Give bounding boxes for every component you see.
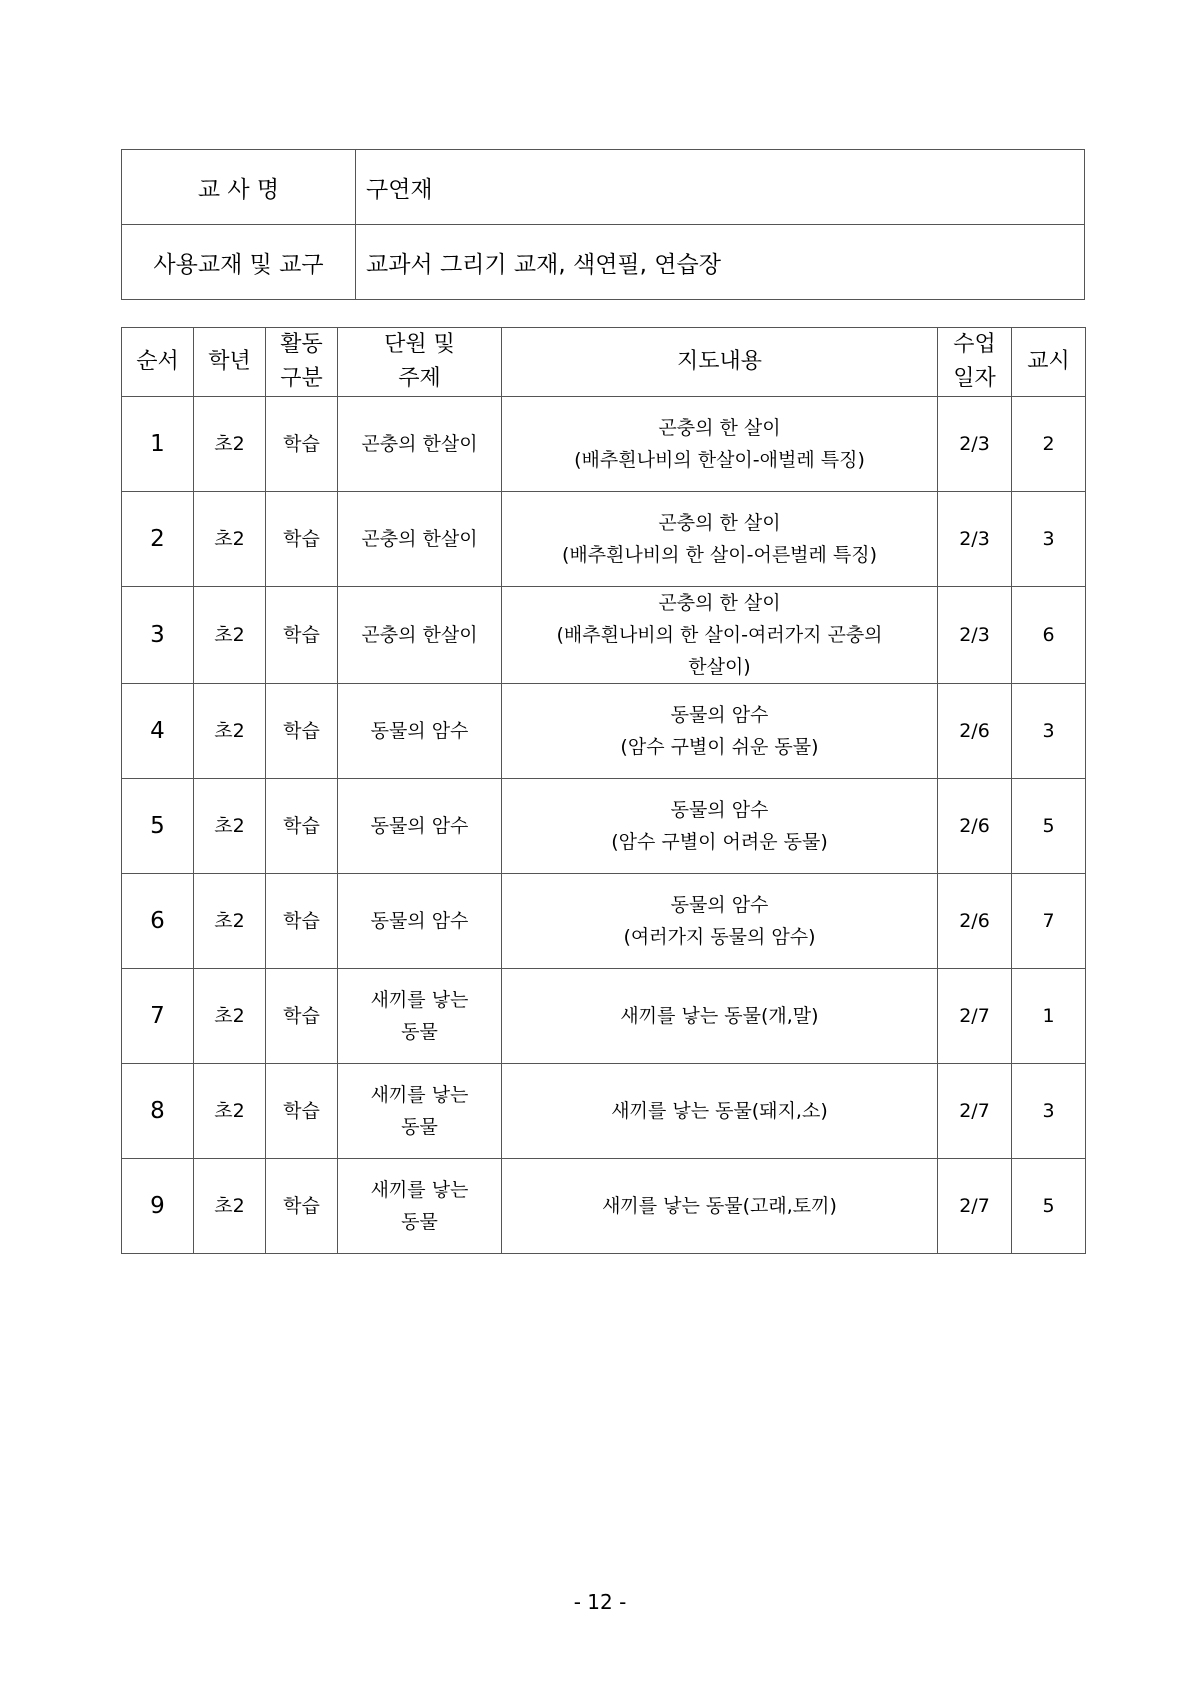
header-period: 교시 bbox=[1012, 328, 1086, 397]
cell-activity-text: 학습 bbox=[283, 910, 320, 932]
cell-activity-text: 학습 bbox=[283, 1100, 320, 1122]
header-unit-line2: 주제 bbox=[398, 366, 441, 391]
cell-date bbox=[938, 684, 1012, 779]
cell-date bbox=[938, 1159, 1012, 1254]
cell-order bbox=[122, 492, 194, 587]
cell-order-text: 2 bbox=[150, 526, 165, 552]
cell-period bbox=[1012, 779, 1086, 874]
cell-grade-text: 초2 bbox=[214, 815, 245, 837]
cell-period-text: 6 bbox=[1042, 624, 1055, 646]
header-order: 순서 bbox=[122, 328, 194, 397]
cell-grade bbox=[194, 397, 266, 492]
cell-unit-text: 동물 bbox=[401, 1116, 438, 1138]
cell-activity-text: 학습 bbox=[283, 624, 320, 646]
cell-unit-text: 새끼를 낳는 bbox=[370, 989, 469, 1011]
cell-unit-text: 동물의 암수 bbox=[370, 910, 469, 932]
cell-grade bbox=[194, 874, 266, 969]
cell-activity bbox=[266, 969, 338, 1064]
cell-date-text: 2/7 bbox=[959, 1100, 990, 1122]
cell-date bbox=[938, 492, 1012, 587]
cell-grade bbox=[194, 1159, 266, 1254]
cell-content-text: 동물의 암수 bbox=[670, 704, 769, 726]
cell-activity-text: 학습 bbox=[283, 433, 320, 455]
schedule-table bbox=[121, 327, 1086, 1254]
cell-order bbox=[122, 874, 194, 969]
table-row bbox=[122, 779, 1086, 874]
cell-content bbox=[502, 397, 938, 492]
cell-period-text: 3 bbox=[1042, 720, 1055, 742]
cell-grade-text: 초2 bbox=[214, 1195, 245, 1217]
cell-date bbox=[938, 397, 1012, 492]
cell-unit-text: 동물 bbox=[401, 1211, 438, 1233]
cell-unit-text: 새끼를 낳는 bbox=[370, 1084, 469, 1106]
cell-grade bbox=[194, 1064, 266, 1159]
cell-content-text: 곤충의 한 살이 bbox=[658, 592, 781, 614]
cell-grade-text: 초2 bbox=[214, 624, 245, 646]
cell-date-text: 2/6 bbox=[959, 720, 990, 742]
cell-content-text: 동물의 암수 bbox=[670, 894, 769, 916]
cell-activity bbox=[266, 874, 338, 969]
cell-period-text: 5 bbox=[1042, 1195, 1055, 1217]
cell-grade bbox=[194, 684, 266, 779]
schedule-body bbox=[122, 397, 1086, 1254]
cell-content bbox=[502, 874, 938, 969]
cell-content bbox=[502, 1159, 938, 1254]
cell-order bbox=[122, 684, 194, 779]
cell-content-text: 동물의 암수 bbox=[670, 799, 769, 821]
cell-period bbox=[1012, 969, 1086, 1064]
cell-content bbox=[502, 779, 938, 874]
cell-order-text: 1 bbox=[150, 431, 165, 457]
cell-date bbox=[938, 969, 1012, 1064]
cell-order-text: 3 bbox=[150, 622, 165, 648]
cell-content-text: 곤충의 한 살이 bbox=[658, 512, 781, 534]
cell-date bbox=[938, 874, 1012, 969]
cell-period bbox=[1012, 492, 1086, 587]
table-row bbox=[122, 587, 1086, 684]
cell-unit-text: 새끼를 낳는 bbox=[370, 1179, 469, 1201]
cell-content bbox=[502, 492, 938, 587]
cell-activity-text: 학습 bbox=[283, 720, 320, 742]
cell-date-text: 2/3 bbox=[959, 433, 990, 455]
cell-content bbox=[502, 1064, 938, 1159]
cell-grade-text: 초2 bbox=[214, 528, 245, 550]
header-unit-line1: 단원 및 bbox=[384, 332, 455, 357]
table-row bbox=[122, 397, 1086, 492]
cell-order-text: 7 bbox=[150, 1003, 165, 1029]
cell-period-text: 5 bbox=[1042, 815, 1055, 837]
cell-unit-text: 곤충의 한살이 bbox=[361, 528, 478, 550]
cell-content bbox=[502, 587, 938, 684]
cell-activity bbox=[266, 587, 338, 684]
cell-content-text: (배추흰나비의 한살이-애벌레 특징) bbox=[574, 449, 865, 471]
page-number: - 12 - bbox=[573, 1590, 627, 1614]
materials-row bbox=[122, 225, 1085, 300]
cell-unit-text: 곤충의 한살이 bbox=[361, 433, 478, 455]
cell-date-text: 2/7 bbox=[959, 1005, 990, 1027]
cell-content-text: 새끼를 낳는 동물(돼지,소) bbox=[611, 1100, 828, 1122]
cell-content bbox=[502, 969, 938, 1064]
cell-content-text: (배추흰나비의 한 살이-여러가지 곤충의 bbox=[556, 624, 883, 646]
header-grade: 학년 bbox=[194, 328, 266, 397]
header-activity-line2: 구분 bbox=[280, 366, 323, 391]
info-table bbox=[121, 149, 1085, 300]
table-row bbox=[122, 684, 1086, 779]
cell-grade bbox=[194, 779, 266, 874]
cell-order bbox=[122, 397, 194, 492]
teacher-value: 구연재 bbox=[356, 150, 1085, 225]
cell-date bbox=[938, 587, 1012, 684]
cell-date bbox=[938, 1064, 1012, 1159]
cell-activity-text: 학습 bbox=[283, 1195, 320, 1217]
cell-unit bbox=[338, 684, 502, 779]
header-activity-line1: 활동 bbox=[280, 332, 323, 357]
cell-unit-text: 동물의 암수 bbox=[370, 720, 469, 742]
cell-period bbox=[1012, 1159, 1086, 1254]
cell-grade bbox=[194, 587, 266, 684]
cell-activity-text: 학습 bbox=[283, 528, 320, 550]
header-activity bbox=[266, 328, 338, 397]
cell-unit bbox=[338, 1064, 502, 1159]
cell-date bbox=[938, 779, 1012, 874]
cell-period-text: 3 bbox=[1042, 528, 1055, 550]
cell-grade-text: 초2 bbox=[214, 720, 245, 742]
cell-period-text: 3 bbox=[1042, 1100, 1055, 1122]
cell-unit-text: 동물의 암수 bbox=[370, 815, 469, 837]
cell-period bbox=[1012, 874, 1086, 969]
cell-unit bbox=[338, 587, 502, 684]
schedule-header-row bbox=[122, 328, 1086, 397]
cell-activity bbox=[266, 1159, 338, 1254]
cell-content-text: 새끼를 낳는 동물(개,말) bbox=[620, 1005, 819, 1027]
header-unit bbox=[338, 328, 502, 397]
cell-unit bbox=[338, 779, 502, 874]
cell-period bbox=[1012, 1064, 1086, 1159]
cell-unit bbox=[338, 1159, 502, 1254]
table-row bbox=[122, 969, 1086, 1064]
cell-activity bbox=[266, 397, 338, 492]
cell-grade bbox=[194, 492, 266, 587]
cell-content-text: 새끼를 낳는 동물(고래,토끼) bbox=[602, 1195, 837, 1217]
header-content: 지도내용 bbox=[502, 328, 938, 397]
cell-order-text: 4 bbox=[150, 718, 165, 744]
cell-grade-text: 초2 bbox=[214, 1005, 245, 1027]
cell-date-text: 2/6 bbox=[959, 815, 990, 837]
header-date bbox=[938, 328, 1012, 397]
cell-activity-text: 학습 bbox=[283, 815, 320, 837]
header-date-line1: 수업 bbox=[953, 332, 996, 357]
cell-date-text: 2/3 bbox=[959, 624, 990, 646]
cell-grade bbox=[194, 969, 266, 1064]
cell-order-text: 5 bbox=[150, 813, 165, 839]
cell-activity bbox=[266, 1064, 338, 1159]
cell-content-text: 한살이) bbox=[688, 656, 751, 678]
cell-period bbox=[1012, 587, 1086, 684]
cell-period-text: 2 bbox=[1042, 433, 1055, 455]
cell-order-text: 8 bbox=[150, 1098, 165, 1124]
teacher-label: 교 사 명 bbox=[122, 150, 356, 225]
cell-period-text: 7 bbox=[1042, 910, 1055, 932]
cell-content-text: (배추흰나비의 한 살이-어른벌레 특징) bbox=[561, 544, 878, 566]
cell-order bbox=[122, 1064, 194, 1159]
table-row bbox=[122, 874, 1086, 969]
cell-order bbox=[122, 969, 194, 1064]
header-date-line2: 일자 bbox=[953, 366, 996, 391]
cell-period-text: 1 bbox=[1042, 1005, 1055, 1027]
table-row bbox=[122, 1159, 1086, 1254]
cell-date-text: 2/3 bbox=[959, 528, 990, 550]
cell-content-text: 곤충의 한 살이 bbox=[658, 417, 781, 439]
cell-unit bbox=[338, 492, 502, 587]
cell-content bbox=[502, 684, 938, 779]
cell-unit-text: 동물 bbox=[401, 1021, 438, 1043]
cell-activity-text: 학습 bbox=[283, 1005, 320, 1027]
cell-date-text: 2/6 bbox=[959, 910, 990, 932]
cell-order-text: 6 bbox=[150, 908, 165, 934]
cell-order-text: 9 bbox=[150, 1193, 165, 1219]
cell-grade-text: 초2 bbox=[214, 433, 245, 455]
cell-order bbox=[122, 1159, 194, 1254]
cell-grade-text: 초2 bbox=[214, 910, 245, 932]
cell-content-text: (여러가지 동물의 암수) bbox=[623, 926, 816, 948]
cell-unit bbox=[338, 397, 502, 492]
cell-period bbox=[1012, 684, 1086, 779]
materials-label: 사용교재 및 교구 bbox=[122, 225, 356, 300]
teacher-row bbox=[122, 150, 1085, 225]
cell-period bbox=[1012, 397, 1086, 492]
cell-grade-text: 초2 bbox=[214, 1100, 245, 1122]
cell-order bbox=[122, 779, 194, 874]
cell-activity bbox=[266, 779, 338, 874]
cell-unit bbox=[338, 969, 502, 1064]
cell-activity bbox=[266, 684, 338, 779]
cell-unit-text: 곤충의 한살이 bbox=[361, 624, 478, 646]
cell-unit bbox=[338, 874, 502, 969]
cell-content-text: (암수 구별이 쉬운 동물) bbox=[620, 736, 819, 758]
cell-content-text: (암수 구별이 어려운 동물) bbox=[611, 831, 828, 853]
table-row bbox=[122, 492, 1086, 587]
materials-value: 교과서 그리기 교재, 색연필, 연습장 bbox=[356, 225, 1085, 300]
cell-date-text: 2/7 bbox=[959, 1195, 990, 1217]
table-row bbox=[122, 1064, 1086, 1159]
cell-activity bbox=[266, 492, 338, 587]
cell-order bbox=[122, 587, 194, 684]
